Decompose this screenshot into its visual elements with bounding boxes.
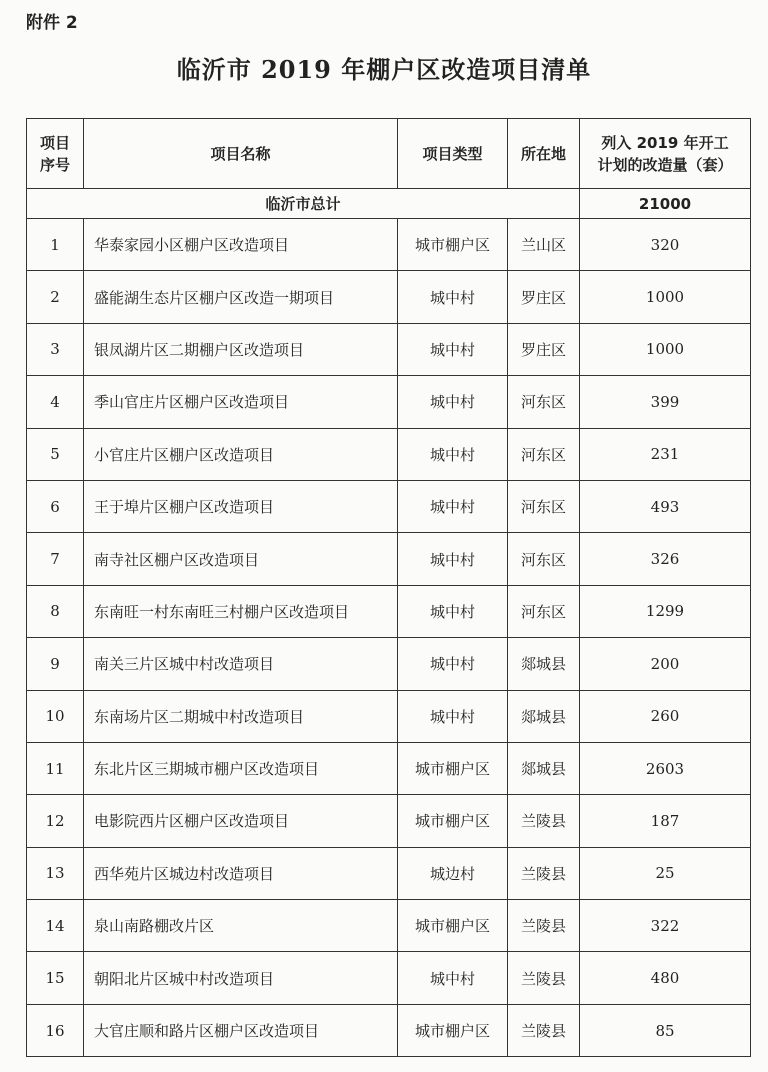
- row-name: 季山官庄片区棚户区改造项目: [84, 376, 398, 428]
- header-seq: [27, 119, 84, 189]
- row-amount: 2603: [580, 742, 751, 794]
- total-label: 临沂市总计: [27, 189, 580, 219]
- row-name: 南寺社区棚户区改造项目: [84, 533, 398, 585]
- table-row: [27, 219, 751, 271]
- table-row: [27, 533, 751, 585]
- row-location: 郯城县: [508, 638, 580, 690]
- row-seq: 6: [27, 480, 84, 532]
- row-type: 城中村: [398, 638, 508, 690]
- row-type: 城市棚户区: [398, 742, 508, 794]
- row-amount: 322: [580, 900, 751, 952]
- row-seq: 10: [27, 690, 84, 742]
- row-location: 兰山区: [508, 219, 580, 271]
- header-plan-line2: 计划的改造量（套）: [597, 155, 733, 174]
- row-location: 兰陵县: [508, 1004, 580, 1056]
- attachment-label: 附件 2: [26, 13, 78, 33]
- row-name: 盛能湖生态片区棚户区改造一期项目: [84, 271, 398, 323]
- row-type: 城市棚户区: [398, 900, 508, 952]
- row-type: 城中村: [398, 533, 508, 585]
- row-name: 大官庄顺和路片区棚户区改造项目: [84, 1004, 398, 1056]
- header-location: 所在地: [508, 119, 580, 189]
- row-type: 城中村: [398, 323, 508, 375]
- row-seq: 15: [27, 952, 84, 1004]
- row-amount: 260: [580, 690, 751, 742]
- header-name: 项目名称: [84, 119, 398, 189]
- row-amount: 493: [580, 480, 751, 532]
- header-seq-line2: 序号: [39, 155, 70, 174]
- table-row: [27, 847, 751, 899]
- row-name: 西华苑片区城边村改造项目: [84, 847, 398, 899]
- row-location: 罗庄区: [508, 323, 580, 375]
- row-seq: 5: [27, 428, 84, 480]
- row-amount: 399: [580, 376, 751, 428]
- row-amount: 231: [580, 428, 751, 480]
- table-row: [27, 1004, 751, 1056]
- row-location: 兰陵县: [508, 795, 580, 847]
- row-seq: 14: [27, 900, 84, 952]
- table-row: [27, 952, 751, 1004]
- row-location: 郯城县: [508, 742, 580, 794]
- row-seq: 3: [27, 323, 84, 375]
- row-name: 南关三片区城中村改造项目: [84, 638, 398, 690]
- row-type: 城中村: [398, 271, 508, 323]
- row-type: 城市棚户区: [398, 795, 508, 847]
- row-type: 城中村: [398, 952, 508, 1004]
- row-seq: 12: [27, 795, 84, 847]
- table-row: [27, 900, 751, 952]
- row-seq: 11: [27, 742, 84, 794]
- row-location: 罗庄区: [508, 271, 580, 323]
- row-name: 小官庄片区棚户区改造项目: [84, 428, 398, 480]
- row-type: 城中村: [398, 480, 508, 532]
- row-amount: 187: [580, 795, 751, 847]
- row-amount: 25: [580, 847, 751, 899]
- header-type: 项目类型: [398, 119, 508, 189]
- header-plan: [580, 119, 751, 189]
- row-amount: 85: [580, 1004, 751, 1056]
- header-seq-line1: 项目: [39, 133, 70, 152]
- row-amount: 320: [580, 219, 751, 271]
- row-name: 东北片区三期城市棚户区改造项目: [84, 742, 398, 794]
- row-location: 河东区: [508, 376, 580, 428]
- table-row: [27, 585, 751, 637]
- row-type: 城中村: [398, 376, 508, 428]
- table-header-row: [27, 119, 751, 189]
- row-name: 电影院西片区棚户区改造项目: [84, 795, 398, 847]
- row-seq: 9: [27, 638, 84, 690]
- row-type: 城市棚户区: [398, 1004, 508, 1056]
- table-row: [27, 638, 751, 690]
- row-type: 城中村: [398, 428, 508, 480]
- row-seq: 8: [27, 585, 84, 637]
- row-location: 河东区: [508, 585, 580, 637]
- total-value: 21000: [580, 189, 751, 219]
- row-amount: 1299: [580, 585, 751, 637]
- row-seq: 1: [27, 219, 84, 271]
- row-amount: 1000: [580, 323, 751, 375]
- table-row: [27, 376, 751, 428]
- row-name: 泉山南路棚改片区: [84, 900, 398, 952]
- project-table: [26, 118, 751, 1057]
- table-row: [27, 742, 751, 794]
- row-name: 王于埠片区棚户区改造项目: [84, 480, 398, 532]
- row-type: 城中村: [398, 690, 508, 742]
- document-title: 临沂市 2019 年棚户区改造项目清单: [176, 55, 592, 84]
- row-location: 河东区: [508, 480, 580, 532]
- row-location: 兰陵县: [508, 952, 580, 1004]
- row-amount: 480: [580, 952, 751, 1004]
- row-location: 河东区: [508, 428, 580, 480]
- row-name: 东南场片区二期城中村改造项目: [84, 690, 398, 742]
- row-name: 朝阳北片区城中村改造项目: [84, 952, 398, 1004]
- row-name: 银凤湖片区二期棚户区改造项目: [84, 323, 398, 375]
- row-seq: 13: [27, 847, 84, 899]
- row-location: 河东区: [508, 533, 580, 585]
- row-seq: 16: [27, 1004, 84, 1056]
- row-location: 兰陵县: [508, 900, 580, 952]
- row-type: 城中村: [398, 585, 508, 637]
- table-row: [27, 323, 751, 375]
- total-row: [27, 189, 751, 219]
- row-name: 华泰家园小区棚户区改造项目: [84, 219, 398, 271]
- row-seq: 2: [27, 271, 84, 323]
- table-row: [27, 795, 751, 847]
- table-row: [27, 690, 751, 742]
- row-type: 城边村: [398, 847, 508, 899]
- row-location: 兰陵县: [508, 847, 580, 899]
- row-location: 郯城县: [508, 690, 580, 742]
- row-amount: 200: [580, 638, 751, 690]
- row-type: 城市棚户区: [398, 219, 508, 271]
- table-row: [27, 428, 751, 480]
- row-seq: 7: [27, 533, 84, 585]
- row-amount: 326: [580, 533, 751, 585]
- table-row: [27, 480, 751, 532]
- row-amount: 1000: [580, 271, 751, 323]
- row-name: 东南旺一村东南旺三村棚户区改造项目: [84, 585, 398, 637]
- row-seq: 4: [27, 376, 84, 428]
- header-plan-line1: 列入 2019 年开工: [601, 133, 729, 152]
- table-row: [27, 271, 751, 323]
